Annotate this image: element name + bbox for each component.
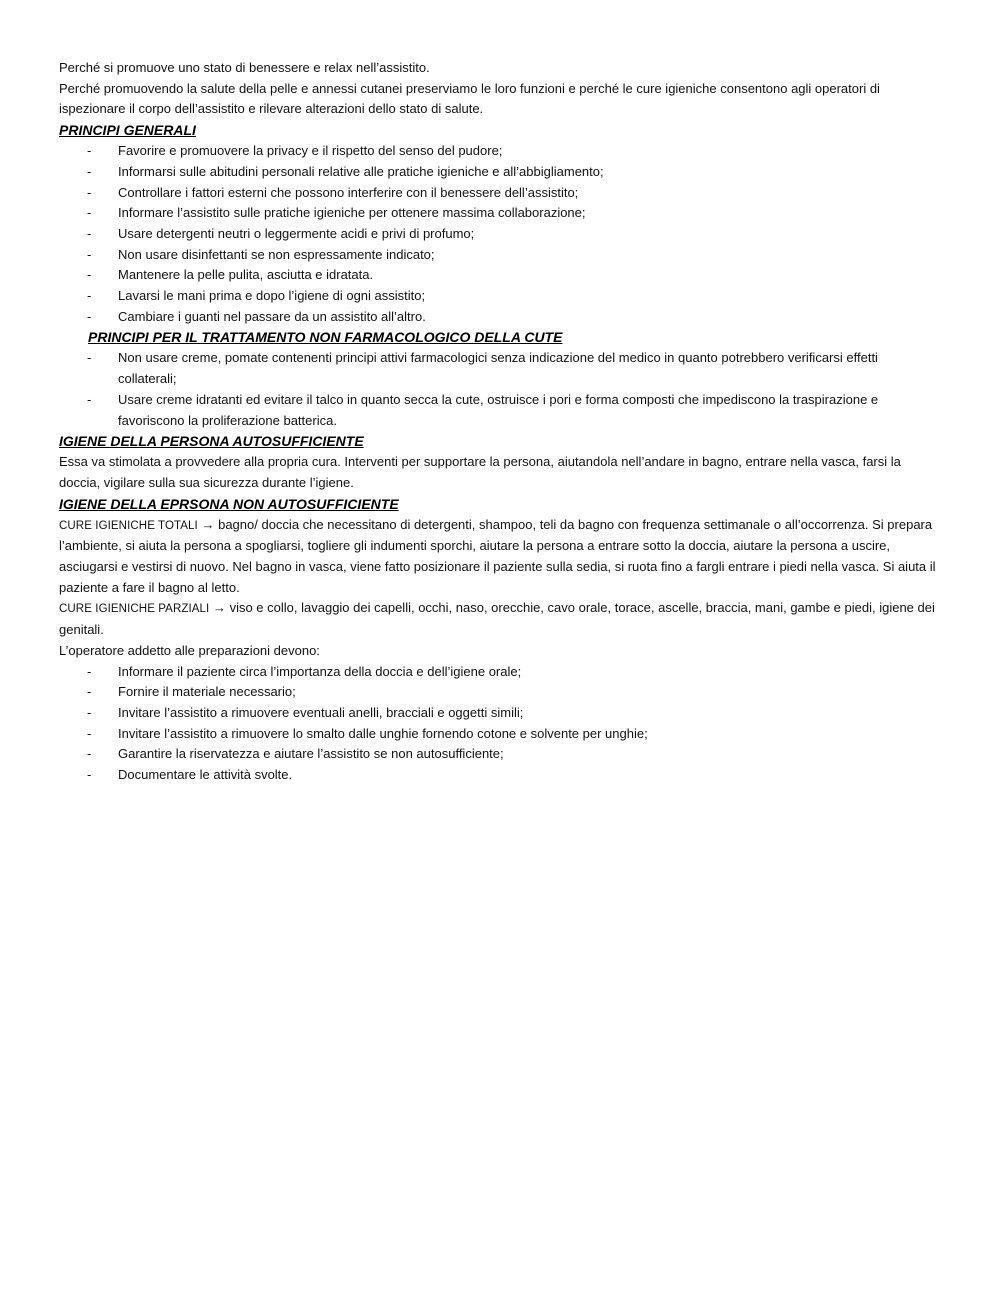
list-item: - Garantire la riservatezza e aiutare l’assistito se non autosufficiente;	[59, 744, 939, 765]
bullet-dash: -	[87, 308, 92, 324]
heading-principi-generali: PRINCIPI GENERALI	[59, 122, 196, 139]
cure-totali-label: CURE IGIENICHE TOTALI	[59, 519, 198, 532]
list-item: - Usare creme idratanti ed evitare il talco in quanto secca la cute, ostruisce i pori e forma composti che impediscono la traspirazione e favoriscono la proliferazione batterica.	[87, 391, 879, 428]
bullet-dash: -	[87, 288, 92, 304]
heading-autosufficiente: IGIENE DELLA PERSONA AUTOSUFFICIENTE	[59, 433, 364, 450]
autosufficiente-text: Essa va stimolata a provvedere alla propria cura. Interventi per supportare la persona, aiutandola nell’andare in bagno, entrare nella vasca, farsi la doccia, vigilare sulla sua sicurezza durante l’igiene.	[59, 454, 901, 490]
heading-principi-cute: PRINCIPI PER IL TRATTAMENTO NON FARMACOLOGICO DELLA CUTE	[88, 329, 563, 346]
arrow-right-icon: →	[212, 600, 226, 616]
cure-parziali-paragraph	[59, 598, 939, 640]
principi-cute-list	[59, 348, 939, 431]
bullet-dash: -	[87, 184, 92, 200]
list-item: - Informare il paziente circa l’importanza della doccia e dell’igiene orale;	[59, 662, 939, 683]
bullet-dash: -	[87, 746, 92, 762]
intro-line-1: Perché si promuove uno stato di benessere e relax nell’assistito.	[59, 60, 430, 75]
bullet-dash: -	[87, 391, 92, 407]
list-item: - Cambiare i guanti nel passare da un assistito all’altro.	[59, 307, 939, 328]
document-body	[59, 58, 939, 786]
list-item: - Non usare creme, pomate contenenti principi attivi farmacologici senza indicazione del medico in quanto potrebbero verificarsi effetti collaterali;	[87, 350, 878, 387]
operatore-intro: L’operatore addetto alle preparazioni devono:	[59, 642, 320, 658]
bullet-dash: -	[87, 684, 92, 700]
bullet-dash: -	[87, 163, 92, 179]
principi-generali-list	[59, 141, 939, 327]
arrow-right-icon: →	[201, 516, 215, 532]
bullet-dash: -	[87, 225, 92, 241]
bullet-dash: -	[87, 767, 92, 783]
list-item: - Lavarsi le mani prima e dopo l’igiene di ogni assistito;	[59, 286, 939, 307]
list-item: - Documentare le attività svolte.	[59, 765, 939, 786]
bullet-dash: -	[87, 267, 92, 283]
heading-non-autosufficiente: IGIENE DELLA EPRSONA NON AUTOSUFFICIENTE	[59, 495, 399, 512]
cure-parziali-text: viso e collo, lavaggio dei capelli, occhi, naso, orecchie, cavo orale, torace, ascelle, braccia, mani, gambe e piedi, igiene dei genitali.	[59, 600, 935, 638]
list-item: - Informare l’assistito sulle pratiche igieniche per ottenere massima collaborazione;	[59, 203, 939, 224]
bullet-dash: -	[87, 205, 92, 221]
list-item: - Non usare disinfettanti se non espressamente indicato;	[59, 245, 939, 266]
list-item: - Usare detergenti neutri o leggermente acidi e privi di profumo;	[59, 224, 939, 245]
cure-parziali-label: CURE IGIENICHE PARZIALI	[59, 603, 210, 616]
bullet-dash: -	[87, 350, 92, 366]
bullet-dash: -	[87, 246, 92, 262]
intro-line-2: Perché promuovendo la salute della pelle e annessi cutanei preserviamo le loro funzioni e perché le cure igieniche consentono agli operatori di ispezionare il corpo dell’assistito e rilevare alterazioni dello stato di salute.	[59, 80, 880, 117]
list-item: - Fornire il materiale necessario;	[59, 682, 939, 703]
operatore-list	[59, 662, 939, 786]
bullet-dash: -	[87, 704, 92, 720]
list-item: - Invitare l’assistito a rimuovere lo smalto dalle unghie fornendo cotone e solvente per unghie;	[59, 724, 939, 745]
list-item: - Invitare l’assistito a rimuovere eventuali anelli, bracciali e oggetti simili;	[59, 703, 939, 724]
list-item: - Informarsi sulle abitudini personali relative alle pratiche igieniche e all’abbigliamento;	[59, 162, 939, 183]
list-item: - Controllare i fattori esterni che possono interferire con il benessere dell’assistito;	[59, 183, 939, 204]
bullet-dash: -	[87, 725, 92, 741]
bullet-dash: -	[87, 663, 92, 679]
list-item: - Mantenere la pelle pulita, asciutta e idratata.	[59, 265, 939, 286]
cure-totali-paragraph	[59, 515, 939, 599]
list-item: - Favorire e promuovere la privacy e il rispetto del senso del pudore;	[59, 141, 939, 162]
bullet-dash: -	[87, 143, 92, 159]
cure-totali-text: bagno/ doccia che necessitano di detergenti, shampoo, teli da bagno con frequenza settimanale o all’occorrenza. Si prepara l’ambiente, si aiuta la persona a spogliarsi, togliere gli indumenti sporchi, aiutare la persona a entrare sotto la doccia, aiutare la persona a uscire, asciugarsi e vestirsi di nuovo. Nel bagno in vasca, viene fatto posizionare il paziente sulla sedia, si ruota fino a fargli entrare i piedi nella vasca. Si aiuta il paziente a fare il bagno al letto.	[59, 516, 936, 595]
